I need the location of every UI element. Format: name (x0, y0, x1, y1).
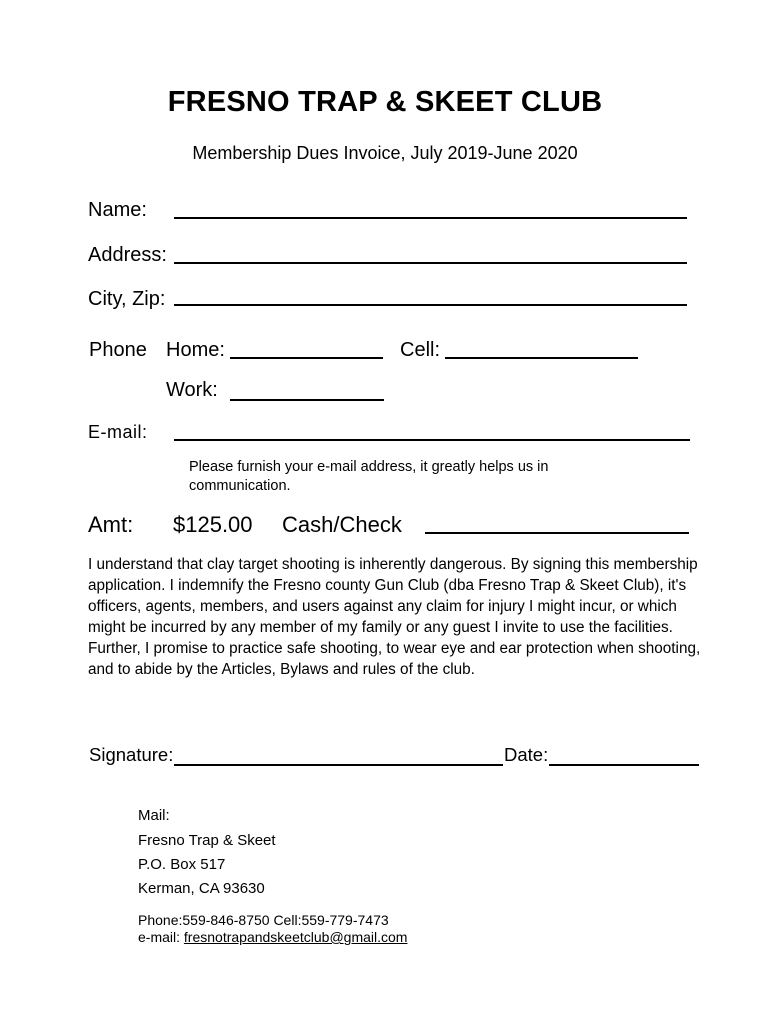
name-label: Name: (88, 199, 147, 221)
date-label: Date: (504, 744, 549, 765)
cell-phone-field[interactable] (445, 357, 638, 359)
payment-method-label: Cash/Check (282, 512, 402, 537)
mail-line-1: Fresno Trap & Skeet (138, 832, 276, 849)
amount-label: Amt: (88, 512, 134, 537)
cell-phone-label: Cell: (400, 339, 441, 361)
city-zip-label: City, Zip: (88, 288, 166, 310)
address-label: Address: (88, 244, 167, 266)
signature-field[interactable] (174, 764, 503, 766)
phone-label: Phone (89, 339, 147, 361)
city-zip-field[interactable] (174, 304, 687, 306)
page-title: FRESNO TRAP & SKEET CLUB (167, 86, 603, 118)
waiver-text: I understand that clay target shooting is inherently dangerous. By signing this membership application. I indemnify the Fresno county Gun Club (dba Fresno Trap & Skeet Club), it's officers, agents, members, and users against any claim for injury I might incur, or which might be incurred by any member of my family or any guest I invite to use the facilities. Further, I promise to practice safe shooting, to wear eye and ear protection when shooting, and to abide by the Articles, Bylaws and rules of the club. (88, 556, 701, 678)
signature-label: Signature: (89, 744, 174, 765)
name-field[interactable] (174, 217, 687, 219)
contact-email-link[interactable]: fresnotrapandskeetclub@gmail.com (183, 929, 408, 945)
invoice-subtitle: Membership Dues Invoice, July 2019-June 2020 (192, 143, 578, 163)
date-field[interactable] (549, 764, 699, 766)
contact-phones: Phone:559-846-8750 Cell:559-779-7473 (138, 912, 389, 928)
home-phone-field[interactable] (230, 357, 383, 359)
contact-email-line (138, 929, 407, 945)
mail-line-2: P.O. Box 517 (138, 856, 226, 873)
work-phone-label: Work: (166, 379, 218, 401)
address-field[interactable] (174, 262, 687, 264)
email-note: Please furnish your e-mail address, it greatly helps us in communication. (189, 459, 549, 494)
amount-value: $125.00 (173, 512, 253, 537)
mail-line-3: Kerman, CA 93630 (138, 880, 265, 897)
home-phone-label: Home: (166, 339, 225, 361)
mail-label: Mail: (138, 807, 170, 824)
contact-email-prefix: e-mail: (138, 929, 184, 945)
email-label: E-mail: (88, 422, 148, 442)
payment-method-field[interactable] (425, 532, 689, 534)
email-field[interactable] (174, 439, 690, 441)
work-phone-field[interactable] (230, 399, 384, 401)
